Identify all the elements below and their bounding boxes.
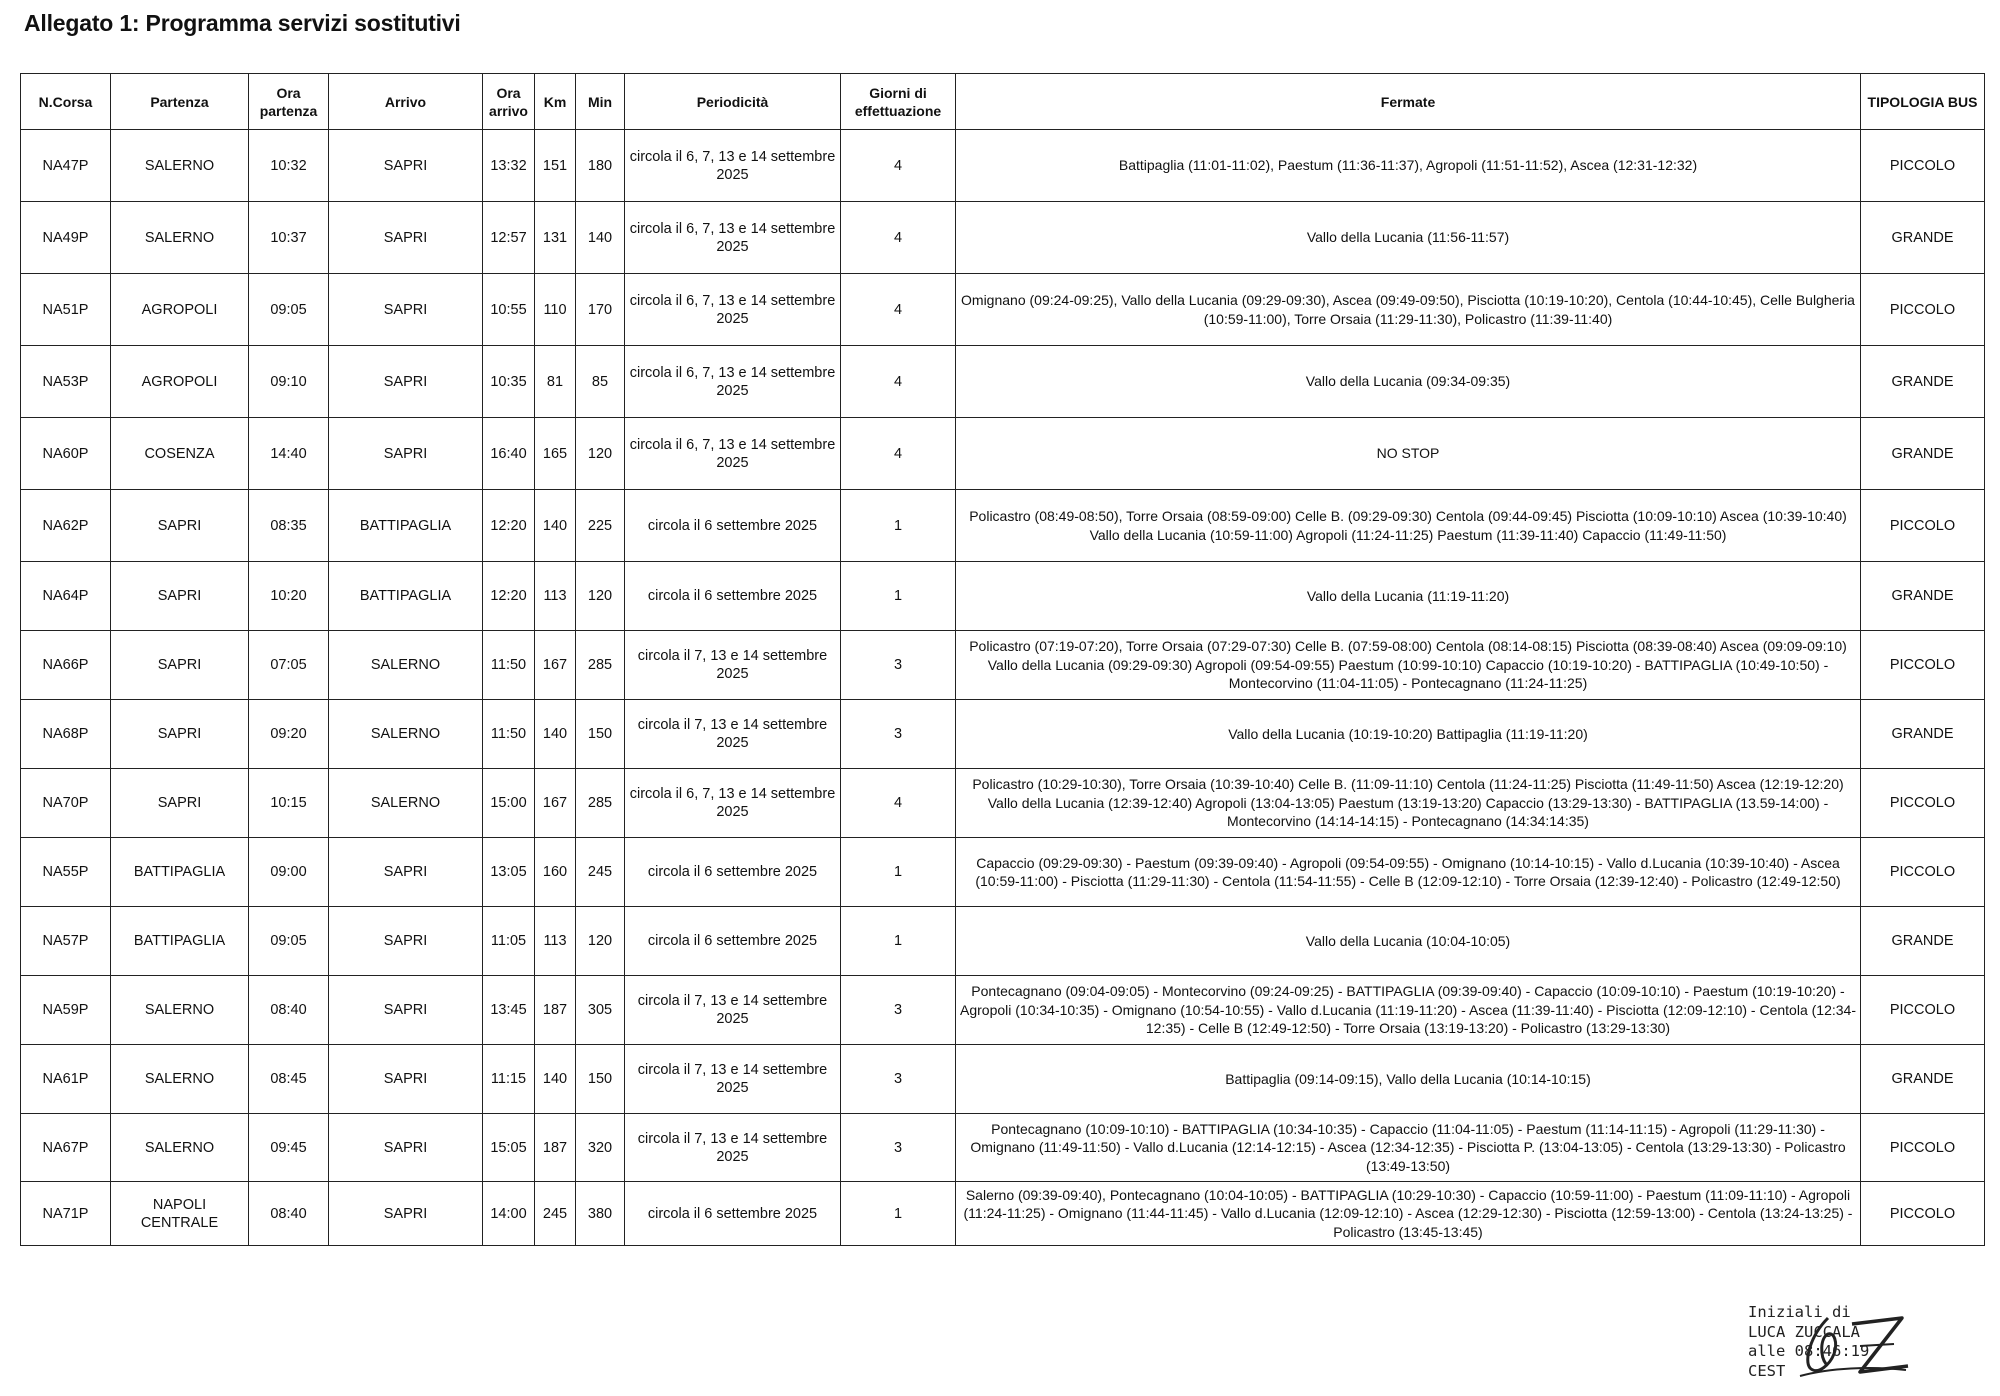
partenza-cell: SAPRI	[111, 562, 249, 631]
min-cell: 245	[576, 838, 625, 907]
ora-arrivo-cell: 11:50	[483, 631, 535, 700]
periodicita-cell: circola il 6, 7, 13 e 14 settembre 2025	[625, 769, 841, 838]
fermate-cell: Pontecagnano (09:04-09:05) - Montecorvino (09:24-09:25) - BATTIPAGLIA (09:39-09:40) - Capaccio (10:09-10:10) - Paestum (10:19-10:20) - Agropoli (10:34-10:35) - Omignano (10:54-10:55) - Vallo d.Lucania (11:19-11:20) - Ascea (11:39-11:40) - Pisciotta (12:09-12:10) - Centola (12:34-12:35) - Celle B (12:49-12:50) - Torre Orsaia (13:19-13:20) - Policastro (13:29-13:30)	[956, 976, 1861, 1045]
arrivo-cell: SAPRI	[329, 1114, 483, 1182]
arrivo-cell: SAPRI	[329, 838, 483, 907]
table-row	[21, 418, 1985, 490]
corsa-cell: NA60P	[21, 418, 111, 490]
ora-partenza-cell: 10:20	[249, 562, 329, 631]
periodicita-cell: circola il 7, 13 e 14 settembre 2025	[625, 1114, 841, 1182]
document-title: Allegato 1: Programma servizi sostitutivi	[24, 10, 461, 36]
ora-partenza-cell: 08:40	[249, 1182, 329, 1246]
tipologia-bus-cell: GRANDE	[1861, 346, 1985, 418]
column-header-ora-partenza: Ora partenza	[249, 74, 329, 130]
arrivo-cell: SAPRI	[329, 130, 483, 202]
table-row	[21, 976, 1985, 1045]
fermate-cell: Vallo della Lucania (11:19-11:20)	[956, 562, 1861, 631]
ora-partenza-cell: 09:05	[249, 274, 329, 346]
fermate-cell: Policastro (07:19-07:20), Torre Orsaia (07:29-07:30) Celle B. (07:59-08:00) Centola (08:14-08:15) Pisciotta (08:39-08:40) Ascea (09:09-09:10) Vallo della Lucania (09:29-09:30) Agropoli (09:54-09:55) Paestum (10:99-10:10) Capaccio (10:19-10:20) - BATTIPAGLIA (10:49-10:50) - Montecorvino (11:04-11:05) - Pontecagnano (11:24-11:25)	[956, 631, 1861, 700]
km-cell: 187	[535, 1114, 576, 1182]
tipologia-bus-cell: PICCOLO	[1861, 274, 1985, 346]
giorni-cell: 3	[841, 976, 956, 1045]
ora-partenza-cell: 08:40	[249, 976, 329, 1045]
min-cell: 180	[576, 130, 625, 202]
giorni-cell: 1	[841, 838, 956, 907]
ora-arrivo-cell: 16:40	[483, 418, 535, 490]
giorni-cell: 4	[841, 274, 956, 346]
ora-arrivo-cell: 15:00	[483, 769, 535, 838]
ora-arrivo-cell: 11:15	[483, 1045, 535, 1114]
ora-arrivo-cell: 14:00	[483, 1182, 535, 1246]
partenza-cell: SAPRI	[111, 769, 249, 838]
table-row	[21, 1045, 1985, 1114]
corsa-cell: NA49P	[21, 202, 111, 274]
min-cell: 150	[576, 1045, 625, 1114]
corsa-cell: NA68P	[21, 700, 111, 769]
giorni-cell: 4	[841, 202, 956, 274]
fermate-cell: Vallo della Lucania (10:04-10:05)	[956, 907, 1861, 976]
corsa-cell: NA66P	[21, 631, 111, 700]
min-cell: 225	[576, 490, 625, 562]
arrivo-cell: BATTIPAGLIA	[329, 490, 483, 562]
ora-partenza-cell: 09:20	[249, 700, 329, 769]
min-cell: 120	[576, 562, 625, 631]
column-header-fermate: Fermate	[956, 74, 1861, 130]
ora-arrivo-cell: 10:55	[483, 274, 535, 346]
km-cell: 187	[535, 976, 576, 1045]
periodicita-cell: circola il 6 settembre 2025	[625, 907, 841, 976]
fermate-cell: Policastro (10:29-10:30), Torre Orsaia (10:39-10:40) Celle B. (11:09-11:10) Centola (11:24-11:25) Pisciotta (11:49-11:50) Ascea (12:19-12:20) Vallo della Lucania (12:39-12:40) Agropoli (13:04-13:05) Paestum (13:19-13:20) Capaccio (13:29-13:30) - BATTIPAGLIA (13.59-14:00) - Montecorvino (14:14-14:15) - Pontecagnano (14:34:14:35)	[956, 769, 1861, 838]
stamp-line: alle 08:46:19	[1748, 1342, 1870, 1360]
ora-arrivo-cell: 12:20	[483, 562, 535, 631]
ora-partenza-cell: 08:35	[249, 490, 329, 562]
table-row	[21, 490, 1985, 562]
partenza-cell: SALERNO	[111, 1114, 249, 1182]
column-header-min: Min	[576, 74, 625, 130]
periodicita-cell: circola il 6 settembre 2025	[625, 490, 841, 562]
tipologia-bus-cell: PICCOLO	[1861, 838, 1985, 907]
giorni-cell: 3	[841, 1114, 956, 1182]
km-cell: 165	[535, 418, 576, 490]
fermate-cell: Vallo della Lucania (09:34-09:35)	[956, 346, 1861, 418]
stamp-line: Iniziali di	[1748, 1303, 1851, 1321]
ora-arrivo-cell: 11:05	[483, 907, 535, 976]
corsa-cell: NA57P	[21, 907, 111, 976]
ora-partenza-cell: 09:05	[249, 907, 329, 976]
km-cell: 113	[535, 562, 576, 631]
km-cell: 131	[535, 202, 576, 274]
periodicita-cell: circola il 7, 13 e 14 settembre 2025	[625, 976, 841, 1045]
corsa-cell: NA59P	[21, 976, 111, 1045]
fermate-cell: NO STOP	[956, 418, 1861, 490]
km-cell: 167	[535, 631, 576, 700]
ora-partenza-cell: 09:10	[249, 346, 329, 418]
partenza-cell: SAPRI	[111, 631, 249, 700]
corsa-cell: NA53P	[21, 346, 111, 418]
corsa-cell: NA61P	[21, 1045, 111, 1114]
periodicita-cell: circola il 7, 13 e 14 settembre 2025	[625, 1045, 841, 1114]
km-cell: 140	[535, 490, 576, 562]
min-cell: 170	[576, 274, 625, 346]
tipologia-bus-cell: GRANDE	[1861, 907, 1985, 976]
table-row	[21, 700, 1985, 769]
min-cell: 85	[576, 346, 625, 418]
arrivo-cell: SAPRI	[329, 418, 483, 490]
partenza-cell: AGROPOLI	[111, 346, 249, 418]
giorni-cell: 4	[841, 346, 956, 418]
arrivo-cell: SAPRI	[329, 346, 483, 418]
giorni-cell: 4	[841, 418, 956, 490]
arrivo-cell: SALERNO	[329, 700, 483, 769]
fermate-cell: Vallo della Lucania (11:56-11:57)	[956, 202, 1861, 274]
ora-partenza-cell: 09:00	[249, 838, 329, 907]
partenza-cell: SALERNO	[111, 130, 249, 202]
ora-arrivo-cell: 13:32	[483, 130, 535, 202]
stamp-line: LUCA ZUCCALA	[1748, 1322, 1860, 1341]
giorni-cell: 1	[841, 562, 956, 631]
column-header-tipologia-bus: TIPOLOGIA BUS	[1861, 74, 1985, 130]
arrivo-cell: SAPRI	[329, 907, 483, 976]
periodicita-cell: circola il 6 settembre 2025	[625, 1182, 841, 1246]
table-row	[21, 838, 1985, 907]
tipologia-bus-cell: PICCOLO	[1861, 490, 1985, 562]
min-cell: 285	[576, 769, 625, 838]
column-header-partenza: Partenza	[111, 74, 249, 130]
periodicita-cell: circola il 6, 7, 13 e 14 settembre 2025	[625, 346, 841, 418]
arrivo-cell: SAPRI	[329, 274, 483, 346]
ora-arrivo-cell: 11:50	[483, 700, 535, 769]
fermate-cell: Omignano (09:24-09:25), Vallo della Lucania (09:29-09:30), Ascea (09:49-09:50), Pisciotta (10:19-10:20), Centola (10:44-10:45), Celle Bulgheria (10:59-11:00), Torre Orsaia (11:29-11:30), Policastro (11:39-11:40)	[956, 274, 1861, 346]
partenza-cell: NAPOLI CENTRALE	[111, 1182, 249, 1246]
fermate-cell: Policastro (08:49-08:50), Torre Orsaia (08:59-09:00) Celle B. (09:29-09:30) Centola (09:44-09:45) Pisciotta (10:09-10:10) Ascea (10:39-10:40) Vallo della Lucania (10:59-11:00) Agropoli (11:24-11:25) Paestum (11:39-11:40) Capaccio (11:49-11:50)	[956, 490, 1861, 562]
periodicita-cell: circola il 7, 13 e 14 settembre 2025	[625, 700, 841, 769]
fermate-cell: Battipaglia (11:01-11:02), Paestum (11:36-11:37), Agropoli (11:51-11:52), Ascea (12:31-12:32)	[956, 130, 1861, 202]
km-cell: 113	[535, 907, 576, 976]
column-header-arrivo: Arrivo	[329, 74, 483, 130]
min-cell: 140	[576, 202, 625, 274]
km-cell: 110	[535, 274, 576, 346]
min-cell: 320	[576, 1114, 625, 1182]
partenza-cell: AGROPOLI	[111, 274, 249, 346]
km-cell: 140	[535, 1045, 576, 1114]
table-row	[21, 1114, 1985, 1182]
tipologia-bus-cell: PICCOLO	[1861, 976, 1985, 1045]
fermate-cell: Salerno (09:39-09:40), Pontecagnano (10:04-10:05) - BATTIPAGLIA (10:29-10:30) - Capaccio (10:59-11:00) - Paestum (11:09-11:10) - Agropoli (11:24-11:25) - Omignano (11:44-11:45) - Vallo d.Lucania (12:09-12:10) - Ascea (12:29-12:30) - Pisciotta (12:59-13:00) - Centola (13:24-13:25) - Policastro (13:45-13:45)	[956, 1182, 1861, 1246]
corsa-cell: NA70P	[21, 769, 111, 838]
ora-arrivo-cell: 13:05	[483, 838, 535, 907]
corsa-cell: NA71P	[21, 1182, 111, 1246]
column-header-ora-arrivo: Ora arrivo	[483, 74, 535, 130]
giorni-cell: 3	[841, 700, 956, 769]
signature-icon	[1790, 1306, 1910, 1386]
partenza-cell: SAPRI	[111, 490, 249, 562]
periodicita-cell: circola il 6, 7, 13 e 14 settembre 2025	[625, 130, 841, 202]
ora-arrivo-cell: 12:57	[483, 202, 535, 274]
periodicita-cell: circola il 6, 7, 13 e 14 settembre 2025	[625, 274, 841, 346]
ora-partenza-cell: 09:45	[249, 1114, 329, 1182]
partenza-cell: SAPRI	[111, 700, 249, 769]
corsa-cell: NA47P	[21, 130, 111, 202]
corsa-cell: NA64P	[21, 562, 111, 631]
min-cell: 120	[576, 418, 625, 490]
km-cell: 81	[535, 346, 576, 418]
table-row	[21, 1182, 1985, 1246]
min-cell: 120	[576, 907, 625, 976]
km-cell: 245	[535, 1182, 576, 1246]
table-row	[21, 346, 1985, 418]
partenza-cell: SALERNO	[111, 202, 249, 274]
ora-arrivo-cell: 10:35	[483, 346, 535, 418]
min-cell: 150	[576, 700, 625, 769]
partenza-cell: SALERNO	[111, 976, 249, 1045]
schedule-table	[20, 73, 1985, 1246]
table-row	[21, 907, 1985, 976]
column-header-km: Km	[535, 74, 576, 130]
column-header-periodicita: Periodicità	[625, 74, 841, 130]
fermate-cell: Capaccio (09:29-09:30) - Paestum (09:39-09:40) - Agropoli (09:54-09:55) - Omignano (10:14-10:15) - Vallo d.Lucania (10:39-10:40) - Ascea (10:59-11:00) - Pisciotta (11:29-11:30) - Centola (11:54-11:55) - Celle B (12:09-12:10) - Torre Orsaia (12:39-12:40) - Policastro (12:49-12:50)	[956, 838, 1861, 907]
table-row	[21, 274, 1985, 346]
arrivo-cell: SAPRI	[329, 1045, 483, 1114]
ora-arrivo-cell: 13:45	[483, 976, 535, 1045]
corsa-cell: NA55P	[21, 838, 111, 907]
ora-partenza-cell: 08:45	[249, 1045, 329, 1114]
table-row	[21, 769, 1985, 838]
min-cell: 285	[576, 631, 625, 700]
partenza-cell: BATTIPAGLIA	[111, 907, 249, 976]
ora-partenza-cell: 07:05	[249, 631, 329, 700]
arrivo-cell: SALERNO	[329, 631, 483, 700]
arrivo-cell: SAPRI	[329, 202, 483, 274]
tipologia-bus-cell: GRANDE	[1861, 562, 1985, 631]
fermate-cell: Vallo della Lucania (10:19-10:20) Battipaglia (11:19-11:20)	[956, 700, 1861, 769]
giorni-cell: 4	[841, 769, 956, 838]
ora-partenza-cell: 14:40	[249, 418, 329, 490]
corsa-cell: NA62P	[21, 490, 111, 562]
partenza-cell: BATTIPAGLIA	[111, 838, 249, 907]
periodicita-cell: circola il 6, 7, 13 e 14 settembre 2025	[625, 202, 841, 274]
giorni-cell: 1	[841, 907, 956, 976]
arrivo-cell: SALERNO	[329, 769, 483, 838]
stamp-line: CEST	[1748, 1361, 1786, 1380]
giorni-cell: 1	[841, 1182, 956, 1246]
tipologia-bus-cell: GRANDE	[1861, 418, 1985, 490]
table-row	[21, 631, 1985, 700]
ora-partenza-cell: 10:32	[249, 130, 329, 202]
giorni-cell: 4	[841, 130, 956, 202]
periodicita-cell: circola il 6 settembre 2025	[625, 838, 841, 907]
corsa-cell: NA67P	[21, 1114, 111, 1182]
tipologia-bus-cell: GRANDE	[1861, 202, 1985, 274]
arrivo-cell: BATTIPAGLIA	[329, 562, 483, 631]
ora-partenza-cell: 10:15	[249, 769, 329, 838]
km-cell: 160	[535, 838, 576, 907]
partenza-cell: COSENZA	[111, 418, 249, 490]
ora-arrivo-cell: 15:05	[483, 1114, 535, 1182]
fermate-cell: Pontecagnano (10:09-10:10) - BATTIPAGLIA (10:34-10:35) - Capaccio (11:04-11:05) - Paestum (11:14-11:15) - Agropoli (11:29-11:30) - Omignano (11:49-11:50) - Vallo d.Lucania (12:14-12:15) - Ascea (12:34-12:35) - Pisciotta P. (13:04-13:05) - Centola (13:29-13:30) - Policastro (13:49-13:50)	[956, 1114, 1861, 1182]
fermate-cell: Battipaglia (09:14-09:15), Vallo della Lucania (10:14-10:15)	[956, 1045, 1861, 1114]
km-cell: 140	[535, 700, 576, 769]
tipologia-bus-cell: PICCOLO	[1861, 130, 1985, 202]
arrivo-cell: SAPRI	[329, 1182, 483, 1246]
km-cell: 151	[535, 130, 576, 202]
corsa-cell: NA51P	[21, 274, 111, 346]
table-header-row	[21, 74, 1985, 130]
arrivo-cell: SAPRI	[329, 976, 483, 1045]
periodicita-cell: circola il 6 settembre 2025	[625, 562, 841, 631]
ora-arrivo-cell: 12:20	[483, 490, 535, 562]
km-cell: 167	[535, 769, 576, 838]
giorni-cell: 3	[841, 631, 956, 700]
column-header-giorni: Giorni di effettuazione	[841, 74, 956, 130]
table-row	[21, 130, 1985, 202]
tipologia-bus-cell: GRANDE	[1861, 1045, 1985, 1114]
column-header-corsa: N.Corsa	[21, 74, 111, 130]
partenza-cell: SALERNO	[111, 1045, 249, 1114]
tipologia-bus-cell: PICCOLO	[1861, 1114, 1985, 1182]
periodicita-cell: circola il 7, 13 e 14 settembre 2025	[625, 631, 841, 700]
table-row	[21, 562, 1985, 631]
giorni-cell: 3	[841, 1045, 956, 1114]
tipologia-bus-cell: GRANDE	[1861, 700, 1985, 769]
tipologia-bus-cell: PICCOLO	[1861, 769, 1985, 838]
table-row	[21, 202, 1985, 274]
ora-partenza-cell: 10:37	[249, 202, 329, 274]
tipologia-bus-cell: PICCOLO	[1861, 1182, 1985, 1246]
periodicita-cell: circola il 6, 7, 13 e 14 settembre 2025	[625, 418, 841, 490]
min-cell: 380	[576, 1182, 625, 1246]
tipologia-bus-cell: PICCOLO	[1861, 631, 1985, 700]
giorni-cell: 1	[841, 490, 956, 562]
min-cell: 305	[576, 976, 625, 1045]
